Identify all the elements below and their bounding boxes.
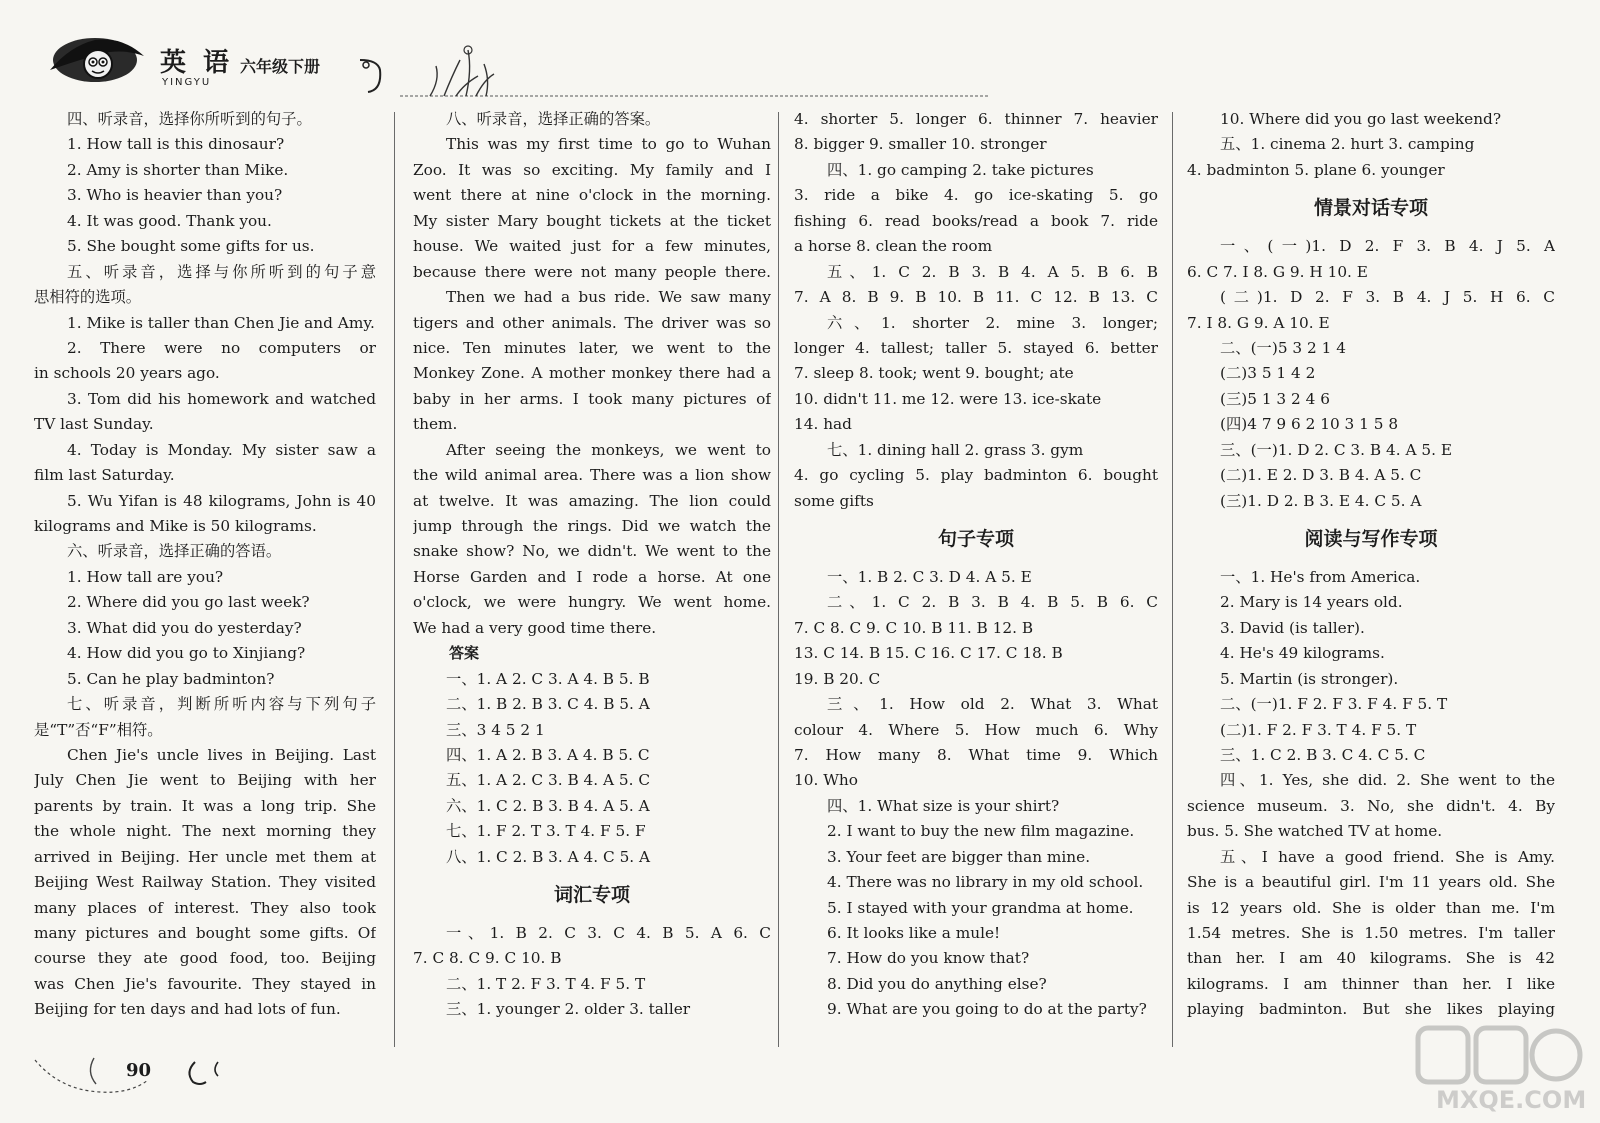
text-line: kilograms and Mike is 50 kilograms. bbox=[34, 517, 317, 535]
column-divider bbox=[394, 112, 395, 1047]
section-title: 情景对话专项 bbox=[1313, 197, 1428, 220]
answer-line: (二)3 5 1 4 2 bbox=[1220, 364, 1316, 383]
text-line: 2. There were no computers or bbox=[67, 338, 376, 357]
text-line: 3. Tom did his homework and watched bbox=[67, 389, 376, 408]
section-title: 句子专项 bbox=[937, 528, 1014, 550]
text-line: 4. It was good. Thank you. bbox=[67, 211, 272, 230]
answer-line: 4. go cycling 5. play badminton 6. bought bbox=[794, 466, 1158, 485]
answer-line: 三、1. younger 2. older 3. taller bbox=[446, 1000, 691, 1019]
answer-line: 五、1. C 2. B 3. B 4. A 5. B 6. B bbox=[827, 262, 1158, 281]
subject-pinyin: YINGYU bbox=[162, 77, 212, 88]
answer-line: than her. I am 40 kilograms. She is 42 bbox=[1187, 949, 1555, 968]
text-line: Then we had a bus ride. We saw many bbox=[446, 288, 771, 307]
answer-line: colour 4. Where 5. How much 6. Why bbox=[794, 720, 1158, 739]
answer-line: 7. How do you know that? bbox=[827, 949, 1030, 968]
answer-line: longer 4. tallest; taller 5. stayed 6. better bbox=[794, 338, 1158, 357]
answer-line: 二、(一)1. F 2. F 3. F 4. F 5. T bbox=[1220, 695, 1448, 714]
answer-line: 9. What are you going to do at the party? bbox=[827, 1000, 1147, 1019]
text-line: in schools 20 years ago. bbox=[34, 364, 220, 383]
cartoon-mascot-icon bbox=[40, 26, 150, 88]
text-line: them. bbox=[413, 415, 458, 434]
text-line: Monkey Zone. A mother monkey there had a bbox=[413, 364, 771, 383]
text-line: jump through the rings. Did we watch the bbox=[413, 517, 771, 535]
section-heading: 五、听录音，选择与你所听到的句子意 bbox=[67, 262, 376, 281]
answer-line: (四)4 7 9 6 2 10 3 1 5 8 bbox=[1220, 415, 1399, 434]
section-heading: 是“T”否“F”相符。 bbox=[34, 720, 163, 739]
answer-line: (三)5 1 3 2 4 6 bbox=[1220, 389, 1330, 408]
answer-line: science museum. 3. No, she didn't. 4. By bbox=[1187, 796, 1555, 815]
text-line: 4. How did you go to Xinjiang? bbox=[67, 644, 306, 663]
answer-line: 7. C 8. C 9. C 10. B 11. B 12. B bbox=[794, 618, 1034, 637]
answer-line: 7. How many 8. What time 9. Which bbox=[794, 745, 1158, 764]
grade-label: 六年级下册 bbox=[240, 57, 321, 76]
answer-line: fishing 6. read books/read a book 7. ride bbox=[794, 211, 1158, 230]
answer-line: 二、1. C 2. B 3. B 4. B 5. B 6. C bbox=[827, 593, 1158, 612]
answer-line: 七、1. F 2. T 3. T 4. F 5. F bbox=[446, 822, 646, 841]
text-line: This was my first time to go to Wuhan bbox=[446, 135, 771, 154]
text-line: 3. What did you do yesterday? bbox=[67, 618, 302, 637]
column-divider bbox=[778, 112, 779, 1047]
answer-line: 三、(一)1. D 2. C 3. B 4. A 5. E bbox=[1220, 440, 1452, 459]
text-line: Zoo. It was so exciting. My family and I bbox=[413, 160, 771, 179]
answer-line: some gifts bbox=[794, 491, 874, 510]
answer-line: 8. bigger 9. smaller 10. stronger bbox=[794, 135, 1047, 154]
answer-line: kilograms. I am thinner than her. I like bbox=[1187, 974, 1555, 993]
answer-line: 五、1. A 2. C 3. B 4. A 5. C bbox=[446, 771, 651, 790]
answer-line: 6. C 7. I 8. G 9. H 10. E bbox=[1187, 262, 1368, 281]
answer-line: 4. There was no library in my old school. bbox=[827, 873, 1144, 892]
answer-line: playing badminton. But she likes playing bbox=[1187, 1000, 1555, 1019]
answer-line: 7. A 8. B 9. B 10. B 11. C 12. B 13. C bbox=[794, 288, 1158, 307]
text-line: Beijing West Railway Station. They visited bbox=[34, 873, 376, 892]
subject-title: 英 语 bbox=[160, 48, 234, 78]
answer-line: She is a beautiful girl. I'm 11 years old. She bbox=[1187, 873, 1555, 892]
answer-line: 三、3 4 5 2 1 bbox=[446, 720, 545, 739]
text-line: 3. Who is heavier than you? bbox=[67, 186, 283, 205]
text-line: Chen Jie's uncle lives in Beijing. Last bbox=[67, 745, 376, 764]
answer-line: 六、1. shorter 2. mine 3. longer; bbox=[827, 313, 1158, 332]
text-line: because there were not many people there. bbox=[413, 262, 771, 281]
text-line: many places of interest. They also took bbox=[34, 898, 376, 917]
text-line: the wild animal area. There was a lion show bbox=[413, 466, 771, 485]
section-heading: 七、听录音，判断所听内容与下列句子 bbox=[67, 695, 376, 714]
text-line: parents by train. It was a long trip. She bbox=[34, 796, 376, 815]
answer-line: 10. didn't 11. me 12. were 13. ice-skate bbox=[794, 389, 1102, 408]
answer-line: 一、(一)1. D 2. F 3. B 4. J 5. A bbox=[1220, 237, 1555, 256]
answer-line: 14. had bbox=[794, 415, 852, 434]
text-line: the whole night. The next morning they bbox=[34, 822, 376, 841]
section-title: 阅读与写作专项 bbox=[1304, 528, 1438, 551]
answer-line: (二)1. F 2. F 3. T 4. F 5. T bbox=[1220, 720, 1417, 739]
answer-line: 4. He's 49 kilograms. bbox=[1220, 644, 1385, 663]
column-4 bbox=[1187, 107, 1555, 1023]
text-line: My sister Mary bought tickets at the ticket bbox=[413, 211, 771, 230]
text-line: film last Saturday. bbox=[34, 466, 175, 485]
page-number: 90 bbox=[126, 1060, 152, 1081]
text-line: house. We waited just for a few minutes, bbox=[413, 237, 771, 256]
answer-line: 5. I stayed with your grandma at home. bbox=[827, 898, 1134, 917]
text-line: 1. How tall are you? bbox=[67, 567, 224, 586]
text-line: went there at nine o'clock in the morning. bbox=[413, 186, 771, 205]
text-line: at twelve. It was amazing. The lion could bbox=[413, 491, 771, 510]
text-line: Horse Garden and I rode a horse. At one bbox=[413, 567, 771, 586]
answer-line: 八、1. C 2. B 3. A 4. C 5. A bbox=[446, 847, 651, 866]
answer-line: 五、I have a good friend. She is Amy. bbox=[1220, 847, 1555, 866]
answer-line: 19. B 20. C bbox=[794, 669, 881, 688]
text-line: course they ate good food, too. Beijing bbox=[34, 949, 376, 968]
answer-line: 7. sleep 8. took; went 9. bought; ate bbox=[794, 364, 1074, 383]
section-title: 词汇专项 bbox=[553, 884, 630, 907]
page-header bbox=[30, 20, 980, 90]
answer-line: 4. shorter 5. longer 6. thinner 7. heavier bbox=[794, 110, 1158, 128]
watermark-logo-icon bbox=[1388, 1022, 1588, 1092]
column-1 bbox=[34, 107, 376, 1023]
text-line: July Chen Jie went to Beijing with her bbox=[34, 771, 376, 790]
answer-line: 三、1. How old 2. What 3. What bbox=[827, 695, 1158, 714]
answer-line: 四、1. go camping 2. take pictures bbox=[827, 160, 1094, 179]
answer-line: (三)1. D 2. B 3. E 4. C 5. A bbox=[1220, 491, 1422, 510]
answers-heading: 答案 bbox=[449, 644, 480, 663]
text-line: 1. Mike is taller than Chen Jie and Amy. bbox=[67, 313, 375, 332]
text-line: 1. How tall is this dinosaur? bbox=[67, 135, 285, 154]
text-line: o'clock, we were hungry. We went home. bbox=[413, 593, 771, 612]
column-3 bbox=[794, 107, 1158, 1023]
answer-line: 3. Your feet are bigger than mine. bbox=[827, 847, 1091, 866]
answer-line: (二)1. E 2. D 3. B 4. A 5. C bbox=[1220, 466, 1422, 485]
grass-decoration-icon bbox=[360, 40, 1000, 100]
text-line: After seeing the monkeys, we went to bbox=[446, 440, 771, 459]
text-line: nice. Ten minutes later, we went to the bbox=[413, 338, 771, 357]
column-2 bbox=[413, 107, 771, 1023]
text-line: tigers and other animals. The driver was so bbox=[413, 313, 771, 332]
answer-line: bus. 5. She watched TV at home. bbox=[1187, 822, 1443, 841]
answer-line: 一、1. B 2. C 3. C 4. B 5. A 6. C bbox=[446, 924, 771, 943]
answer-line: 五、1. cinema 2. hurt 3. camping bbox=[1220, 135, 1475, 154]
answer-line: 四、1. A 2. B 3. A 4. B 5. C bbox=[446, 745, 650, 764]
section-heading: 八、听录音，选择正确的答案。 bbox=[446, 110, 661, 128]
answer-line: 3. David (is taller). bbox=[1220, 618, 1365, 637]
text-line: was Chen Jie's favourite. They stayed in bbox=[34, 974, 376, 993]
text-line: We had a very good time there. bbox=[413, 618, 657, 637]
answer-line: 3. ride a bike 4. go ice-skating 5. go bbox=[794, 186, 1158, 205]
text-line: arrived in Beijing. Her uncle met them at bbox=[34, 847, 376, 866]
answer-line: 一、1. A 2. C 3. A 4. B 5. B bbox=[446, 669, 650, 688]
answer-line: 4. badminton 5. plane 6. younger bbox=[1187, 160, 1445, 179]
answer-line: 10. Who bbox=[794, 771, 858, 790]
answer-line: 二、(一)5 3 2 1 4 bbox=[1220, 338, 1346, 357]
answer-line: 7. I 8. G 9. A 10. E bbox=[1187, 313, 1330, 332]
text-line: 2. Where did you go last week? bbox=[67, 593, 310, 612]
text-line: 4. Today is Monday. My sister saw a bbox=[67, 440, 376, 459]
section-heading: 六、听录音，选择正确的答语。 bbox=[67, 542, 282, 561]
answer-line: 10. Where did you go last weekend? bbox=[1220, 110, 1502, 128]
text-line: 5. Can he play badminton? bbox=[67, 669, 275, 688]
answer-line: a horse 8. clean the room bbox=[794, 237, 993, 256]
answer-line: 三、1. C 2. B 3. C 4. C 5. C bbox=[1220, 745, 1426, 764]
column-divider bbox=[1172, 112, 1173, 1047]
answer-line: 二、1. B 2. B 3. C 4. B 5. A bbox=[446, 695, 650, 714]
text-line: many pictures and bought some gifts. Of bbox=[34, 924, 376, 942]
answer-line: 5. Martin (is stronger). bbox=[1220, 669, 1399, 688]
answer-line: 四、1. Yes, she did. 2. She went to the bbox=[1220, 771, 1555, 790]
answer-line: (二)1. D 2. F 3. B 4. J 5. H 6. C bbox=[1220, 288, 1555, 307]
answer-line: 一、1. He's from America. bbox=[1220, 567, 1421, 586]
answer-line: 七、1. dining hall 2. grass 3. gym bbox=[827, 440, 1084, 459]
answer-line: 六、1. C 2. B 3. B 4. A 5. A bbox=[446, 796, 650, 815]
watermark bbox=[1388, 1022, 1588, 1117]
answer-line: is 12 years old. She is older than me. I'm bbox=[1187, 898, 1555, 917]
watermark-text: MXQE.COM bbox=[1436, 1086, 1587, 1114]
text-line: 5. Wu Yifan is 48 kilograms, John is 40 bbox=[67, 491, 376, 510]
section-heading: 四、听录音，选择你所听到的句子。 bbox=[67, 110, 312, 128]
answer-line: 1.54 metres. She is 1.50 metres. I'm taller bbox=[1187, 924, 1555, 943]
text-line: TV last Sunday. bbox=[34, 415, 154, 434]
text-line: 5. She bought some gifts for us. bbox=[67, 237, 315, 256]
answer-line: 6. It looks like a mule! bbox=[827, 924, 1001, 943]
answer-line: 2. I want to buy the new film magazine. bbox=[827, 822, 1135, 841]
text-line: 2. Amy is shorter than Mike. bbox=[67, 160, 289, 179]
answer-line: 四、1. What size is your shirt? bbox=[827, 796, 1060, 815]
text-line: Beijing for ten days and had lots of fun. bbox=[34, 1000, 341, 1019]
section-heading: 思相符的选项。 bbox=[34, 288, 142, 307]
answer-line: 7. C 8. C 9. C 10. B bbox=[413, 949, 562, 968]
answer-line: 2. Mary is 14 years old. bbox=[1220, 593, 1403, 612]
answer-line: 13. C 14. B 15. C 16. C 17. C 18. B bbox=[794, 644, 1063, 663]
answer-line: 一、1. B 2. C 3. D 4. A 5. E bbox=[827, 567, 1032, 586]
text-line: baby in her arms. I took many pictures of bbox=[413, 389, 771, 408]
answer-line: 二、1. T 2. F 3. T 4. F 5. T bbox=[446, 974, 646, 993]
answer-line: 8. Did you do anything else? bbox=[827, 974, 1047, 993]
text-line: snake show? No, we didn't. We went to the bbox=[413, 542, 771, 561]
